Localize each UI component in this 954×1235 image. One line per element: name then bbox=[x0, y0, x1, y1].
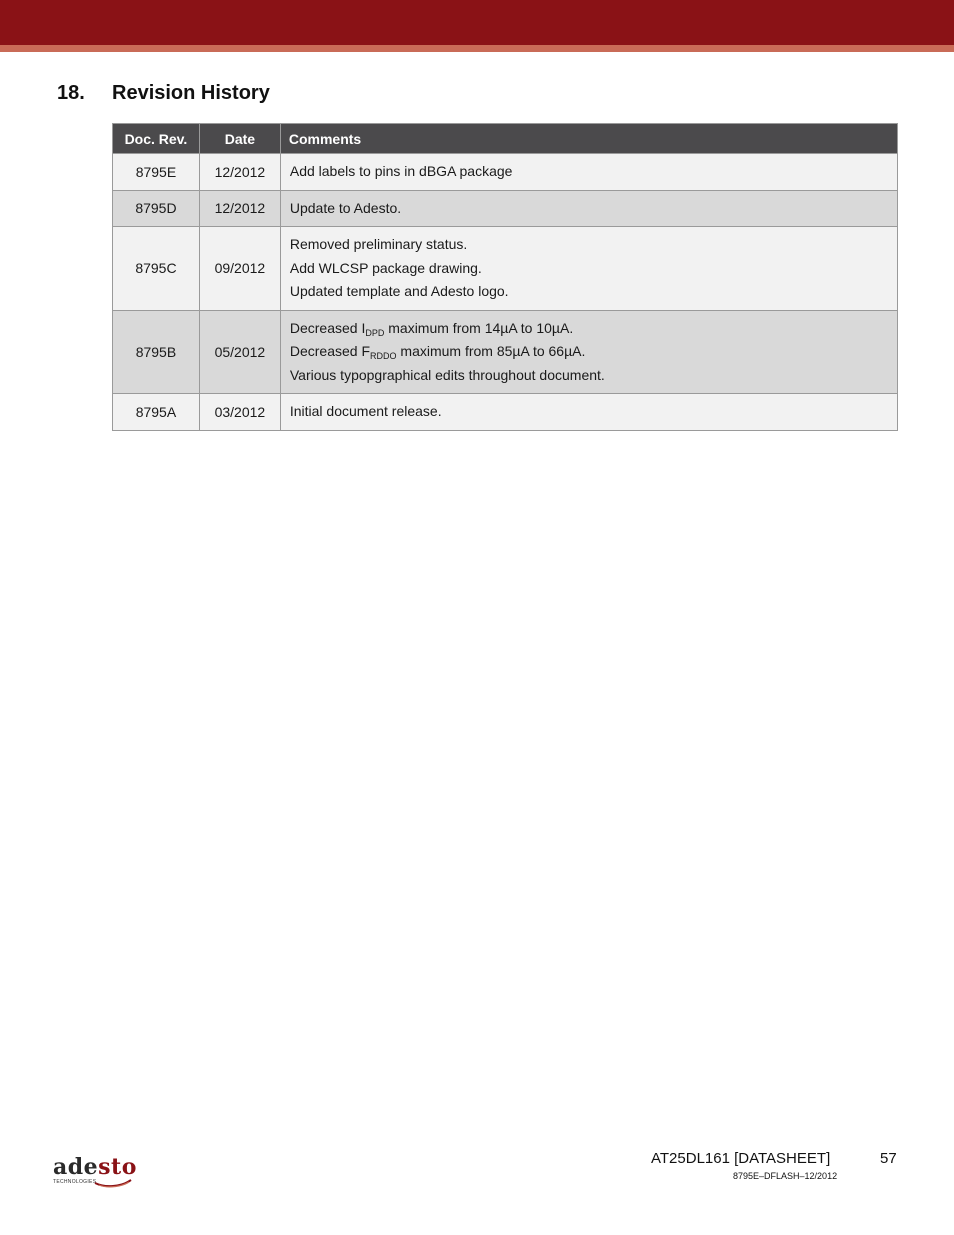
logo-swoosh-icon bbox=[93, 1174, 133, 1188]
table-header-row bbox=[113, 124, 898, 154]
date-cell: 09/2012 bbox=[199, 227, 280, 311]
footer-doc-title: AT25DL161 [DATASHEET] bbox=[651, 1150, 831, 1167]
doc-rev-cell: 8795E bbox=[113, 154, 200, 191]
comment-line bbox=[290, 340, 889, 364]
date-cell: 12/2012 bbox=[199, 154, 280, 191]
column-header-date: Date bbox=[199, 124, 280, 154]
date-cell: 03/2012 bbox=[199, 394, 280, 431]
comment-text: Decreased F bbox=[289, 343, 371, 359]
logo-word-part2: sto bbox=[98, 1154, 137, 1180]
footer-page-number: 57 bbox=[880, 1150, 897, 1167]
header-stripe bbox=[0, 45, 954, 52]
comment-line: Updated template and Adesto logo. bbox=[289, 283, 509, 299]
subscript-rddo: RDDO bbox=[370, 351, 397, 361]
doc-rev-cell: 8795D bbox=[113, 190, 200, 227]
logo-word-part1: ade bbox=[53, 1154, 99, 1180]
footer-doc-id: 8795E–DFLASH–12/2012 bbox=[733, 1171, 838, 1181]
logo-tagline: TECHNOLOGIES bbox=[53, 1179, 97, 1185]
table-row bbox=[113, 190, 898, 227]
comment-text: maximum from 14µA to 10µA. bbox=[384, 319, 574, 336]
section-title: Revision History bbox=[112, 82, 270, 104]
table-row bbox=[113, 394, 898, 431]
adesto-logo bbox=[53, 1156, 135, 1188]
doc-rev-cell: 8795A bbox=[113, 394, 200, 431]
date-cell: 05/2012 bbox=[199, 310, 280, 394]
comments-cell bbox=[280, 394, 897, 431]
section-number: 18. bbox=[57, 82, 85, 104]
doc-rev-cell: 8795B bbox=[113, 310, 200, 394]
comments-cell bbox=[280, 154, 897, 191]
comments-cell bbox=[280, 227, 897, 311]
comment-line: Update to Adesto. bbox=[289, 199, 402, 216]
table-row bbox=[113, 154, 898, 191]
column-header-doc-rev: Doc. Rev. bbox=[113, 124, 200, 154]
header-bar bbox=[0, 0, 954, 45]
comment-line: Add labels to pins in dBGA package bbox=[289, 163, 513, 179]
subscript-dpd: DPD bbox=[365, 327, 385, 338]
table-row bbox=[113, 227, 898, 311]
comments-cell bbox=[280, 190, 897, 227]
comment-line: Initial document release. bbox=[289, 403, 442, 419]
comment-text: Decreased I bbox=[289, 319, 366, 336]
table-row bbox=[113, 310, 898, 394]
comment-line: Various typopgraphical edits throughout document. bbox=[289, 366, 605, 383]
section-heading bbox=[57, 82, 270, 105]
column-header-comments: Comments bbox=[280, 124, 897, 154]
comment-text: maximum from 85µA to 66µA. bbox=[396, 343, 586, 359]
date-cell: 12/2012 bbox=[199, 190, 280, 227]
comment-line: Removed preliminary status. bbox=[289, 236, 468, 252]
revision-history-table bbox=[112, 123, 898, 431]
comment-line: Add WLCSP package drawing. bbox=[289, 259, 482, 276]
doc-rev-cell: 8795C bbox=[113, 227, 200, 311]
comments-cell bbox=[280, 310, 897, 394]
comment-line bbox=[290, 317, 889, 341]
